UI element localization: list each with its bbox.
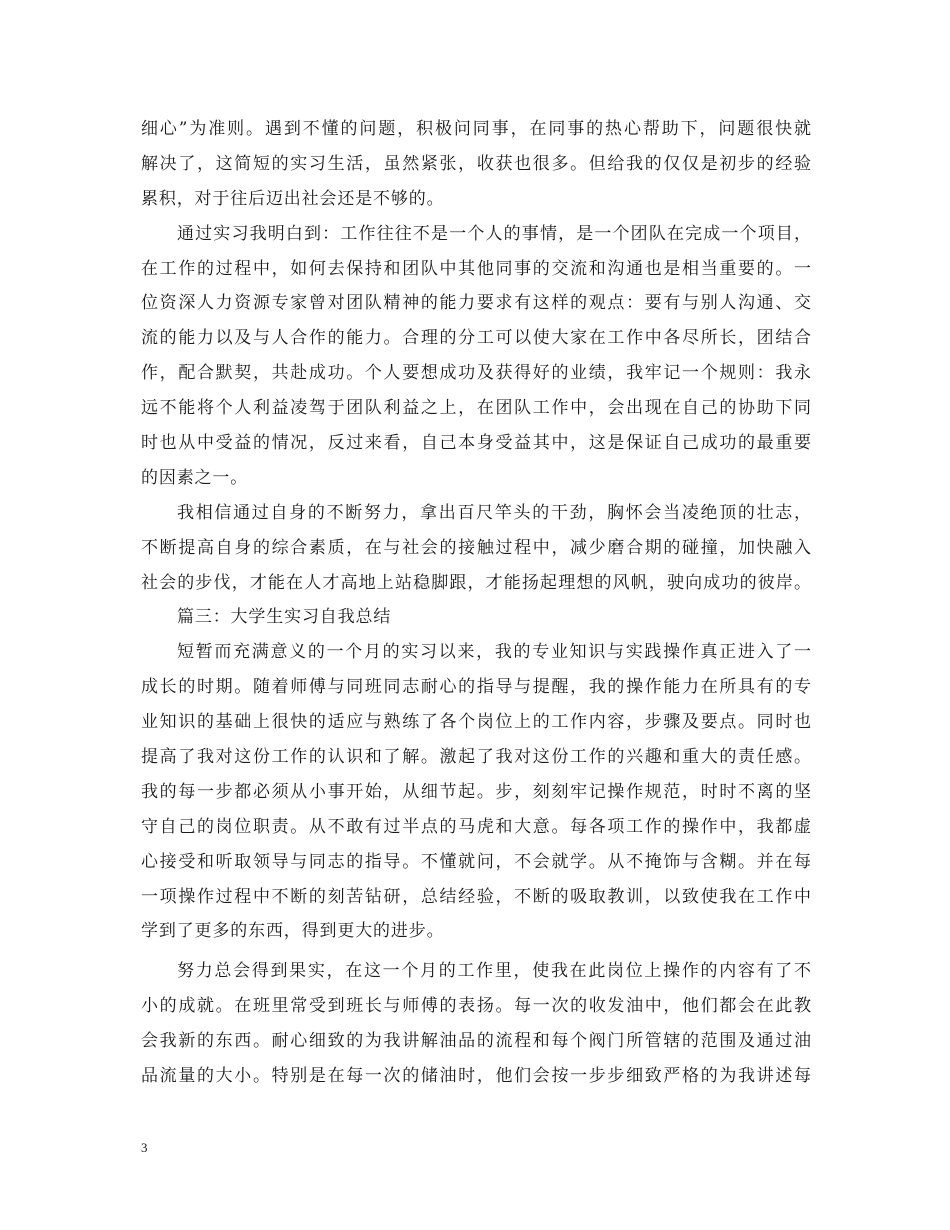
paragraph-first-line: 我相信通过自身的不断努力，拿出百尺竿头的干劲，胸怀会当凌绝顶的壮志，: [177, 502, 811, 523]
text-line: 作，配合默契，共赴成功。个人要想成功及获得好的业绩，我牢记一个规则：我永: [141, 363, 811, 384]
text-line: 会我新的东西。耐心细致的为我讲解油品的流程和每个阀门所管辖的范围及通过油: [141, 1030, 811, 1051]
paragraph-first-line: 通过实习我明白到：工作往往不是一个人的事情，是一个团队在完成一个项目，: [177, 223, 811, 244]
document-body: [141, 112, 811, 1093]
text-line: 在工作的过程中，如何去保持和团队中其他同事的交流和沟通也是相当重要的。一: [141, 258, 811, 279]
text-line: 时也从中受益的情况，反过来看，自己本身受益其中，这是保证自己成功的最重要: [141, 433, 811, 454]
text-line: 心接受和听取领导与同志的指导。不懂就问，不会就学。从不掩饰与含糊。并在每: [141, 851, 811, 872]
text-line: 细心”为准则。遇到不懂的问题，积极问同事，在同事的热心帮助下，问题很快就: [141, 119, 811, 139]
section-heading: 篇三：大学生实习自我总结: [177, 607, 392, 628]
text-line: 守自己的岗位职责。从不敢有过半点的马虎和大意。每各项工作的操作中，我都虚: [141, 816, 811, 837]
text-line: 不断提高自身的综合素质，在与社会的接触过程中，减少磨合期的碰撞，加快融入: [141, 537, 811, 558]
text-line: 远不能将个人利益凌驾于团队利益之上，在团队工作中，会出现在自己的协助下同: [141, 398, 811, 419]
text-line: 累积，对于往后迈出社会还是不够的。: [141, 188, 445, 209]
text-line: 我的每一步都必须从小事开始，从细节起。步，刻刻牢记操作规范，时时不离的坚: [141, 781, 811, 802]
text-line: 成长的时期。随着师傅与同班同志耐心的指导与提醒，我的操作能力在所具有的专: [141, 677, 811, 698]
text-line: 位资深人力资源专家曾对团队精神的能力要求有这样的观点：要有与别人沟通、交: [141, 293, 811, 314]
paragraph-first-line: 短暂而充满意义的一个月的实习以来，我的专业知识与实践操作真正进入了一: [177, 642, 811, 663]
text-line: 提高了我对这份工作的认识和了解。激起了我对这份工作的兴趣和重大的责任感。: [141, 747, 811, 768]
paragraph-first-line: 努力总会得到果实，在这一个月的工作里，使我在此岗位上操作的内容有了不: [177, 960, 811, 981]
text-line: 小的成就。在班里常受到班长与师傅的表扬。每一次的收发油中，他们都会在此教: [141, 995, 811, 1016]
text-line: 业知识的基础上很快的适应与熟练了各个岗位上的工作内容，步骤及要点。同时也: [141, 712, 811, 733]
text-line: 解决了，这简短的实习生活，虽然紧张，收获也很多。但给我的仅仅是初步的经验: [141, 153, 811, 174]
text-line: 的因素之一。: [141, 467, 249, 488]
page-number: 3: [141, 1140, 148, 1155]
text-line: 品流量的大小。特别是在每一次的储油时，他们会按一步步细致严格的为我讲述每: [141, 1065, 811, 1086]
text-line: 学到了更多的东西，得到更大的进步。: [141, 921, 445, 942]
text-line: 社会的步伐，才能在人才高地上站稳脚跟，才能扬起理想的风帆，驶向成功的彼岸。: [141, 572, 811, 593]
text-line: 一项操作过程中不断的刻苦钻研，总结经验，不断的吸取教训，以致使我在工作中: [141, 886, 811, 907]
text-line: 流的能力以及与人合作的能力。合理的分工可以使大家在工作中各尽所长，团结合: [141, 328, 811, 349]
